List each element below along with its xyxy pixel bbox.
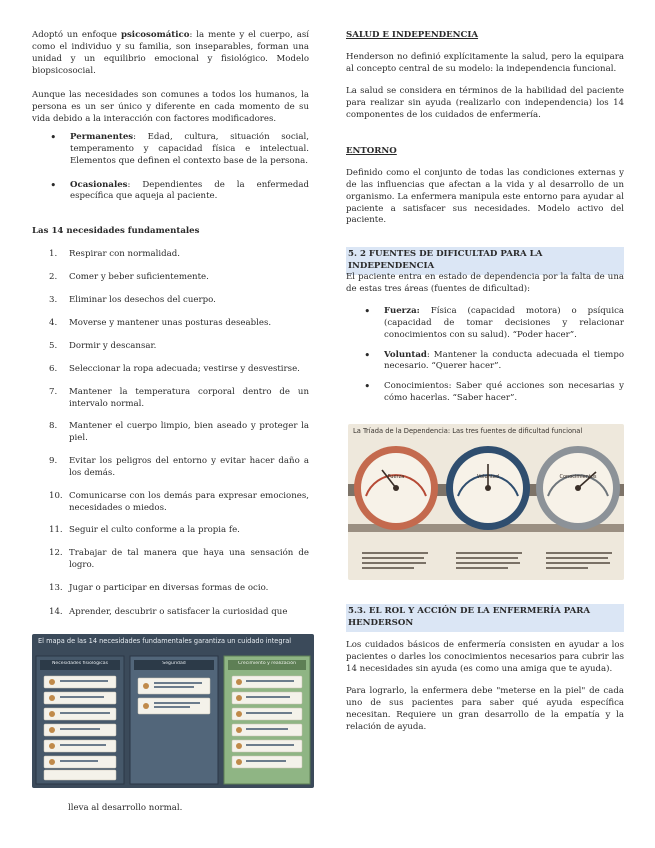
salud-paragraph-2: La salud se considera en términos de la habilidad del paciente para realizar sin ayuda (realizarlo con independencia) los 14 componentes de los cuidados de enfermería.	[346, 86, 624, 120]
list-item: 2. Comer y beber suficientemente.	[49, 272, 209, 282]
list-item: 1. Respirar con normalidad.	[49, 249, 180, 259]
sources-list	[346, 306, 624, 405]
map-column-label: Necesidades fisiológicas	[52, 661, 108, 666]
triad-title: La Tríada de la Dependencia: Las tres fuentes de dificultad funcional	[353, 427, 583, 435]
source-item: • Fuerza: Física (capacidad motora) o psíquica (capacidad de tomar decisiones y relacionar conocimientos con su salud). “Poder hacer”.	[346, 306, 624, 342]
gauge-fuerza	[354, 446, 438, 530]
salud-paragraph-1: Henderson no definió explícitamente la salud, pero la equipara al concepto central de su modelo: la independencia funcional.	[346, 52, 624, 74]
list-item: 8. Mantener el cuerpo limpio, bien aseado y proteger la piel.	[49, 421, 309, 443]
fuentes-paragraph: El paciente entra en estado de dependencia por la falta de una de estas tres áreas (fuentes de dificultad):	[346, 272, 624, 294]
map-column-label: Seguridad	[162, 661, 186, 666]
entorno-paragraph: Definido como el conjunto de todas las condiciones externas y de las influencias que afectan a la vida y al desarrollo de un organismo. La enfermera manipula este entorno para ayudar al paciente a satisfacer sus necesidades. Modelo activo del paciente.	[346, 168, 624, 226]
needs-map-figure	[32, 634, 314, 788]
intro-paragraph-2: Aunque las necesidades son comunes a todos los humanos, la persona es un ser único y diferente en cada momento de su vida debido a la interacción con factores modificadores.	[32, 90, 309, 124]
needs-map-title: El mapa de las 14 necesidades fundamentales garantiza un cuidado integral	[38, 637, 292, 645]
factors-list	[32, 132, 309, 203]
gauge-label: Fuerza	[387, 474, 405, 480]
intro-paragraph-1: Adoptó un enfoque psicosomático: la mente y el cuerpo, así como el individuo y su familia, son inseparables, forman una unidad y un equilibrio emocional y fisiológico. Modelo biopsicosocial.	[32, 30, 310, 76]
triad-figure	[348, 424, 624, 580]
list-item: 3. Eliminar los desechos del cuerpo.	[49, 295, 216, 305]
list-item: 14. Aprender, descubrir o satisfacer la curiosidad que	[49, 607, 288, 617]
list-item: 9. Evitar los peligros del entorno y evitar hacer daño a los demás.	[49, 456, 309, 478]
factor-item: • Ocasionales: Dependientes de la enfermedad específica que aqueja al paciente.	[32, 180, 309, 204]
map-column-label: Crecimiento y realización	[237, 661, 297, 666]
rol-paragraph-1: Los cuidados básicos de enfermería consisten en ayudar a los pacientes o darles los conocimientos necesarios para cubrir las 14 necesidades sin ayuda (es como una amiga que te ayuda).	[346, 640, 624, 674]
list-item: 5. Dormir y descansar.	[49, 341, 157, 351]
list-item: 4. Moverse y mantener unas posturas deseables.	[49, 318, 272, 328]
gauge-label: Conocimientos	[559, 474, 597, 480]
source-item: • Conocimientos: Saber qué acciones son necesarias y cómo hacerlas. “Saber hacer”.	[346, 381, 624, 405]
source-item: • Voluntad: Mantener la conducta adecuada el tiempo necesario. “Querer hacer”.	[346, 350, 624, 374]
list-item: 6. Seleccionar la ropa adecuada; vestirse y desvestirse.	[49, 364, 300, 374]
fuentes-heading: 5. 2 FUENTES DE DIFICULTAD PARA LA INDEPENDENCIA	[346, 247, 624, 275]
psicosomatico-term: psicosomático	[120, 30, 190, 40]
list-item: 10. Comunicarse con los demás para expresar emociones, necesidades o miedos.	[49, 491, 309, 513]
list-item: 7. Mantener la temperatura corporal dentro de un intervalo normal.	[49, 387, 309, 409]
list-item: 11. Seguir el culto conforme a la propia fe.	[49, 525, 240, 535]
rol-heading: 5.3. EL ROL Y ACCIÓN DE LA ENFERMERÍA PARA HENDERSON	[346, 604, 624, 632]
continuation-text: lleva al desarrollo normal.	[68, 803, 183, 813]
gauge-voluntad	[446, 446, 530, 530]
factor-item: • Permanentes: Edad, cultura, situación social, temperamento y capacidad física e intelectual. Elementos que definen el contexto base de la persona.	[32, 132, 309, 168]
gauge-label: Voluntad	[476, 474, 500, 480]
needs-heading: Las 14 necesidades fundamentales	[32, 226, 200, 236]
entorno-heading: ENTORNO	[346, 146, 397, 156]
list-item: 13. Jugar o participar en diversas formas de ocio.	[49, 583, 269, 593]
rol-paragraph-2: Para lograrlo, la enfermera debe "meterse en la piel" de cada uno de sus pacientes para saber qué ayuda específica necesitan. Requiere un gran desarrollo de la empatía y la relación de ayuda.	[346, 686, 624, 732]
needs-map-graphic	[32, 634, 314, 788]
gauges-graphic	[348, 424, 624, 580]
gauge-conocimientos	[536, 446, 620, 530]
salud-heading: SALUD E INDEPENDENCIA	[346, 30, 479, 40]
list-item: 12. Trabajar de tal manera que haya una sensación de logro.	[49, 548, 309, 570]
